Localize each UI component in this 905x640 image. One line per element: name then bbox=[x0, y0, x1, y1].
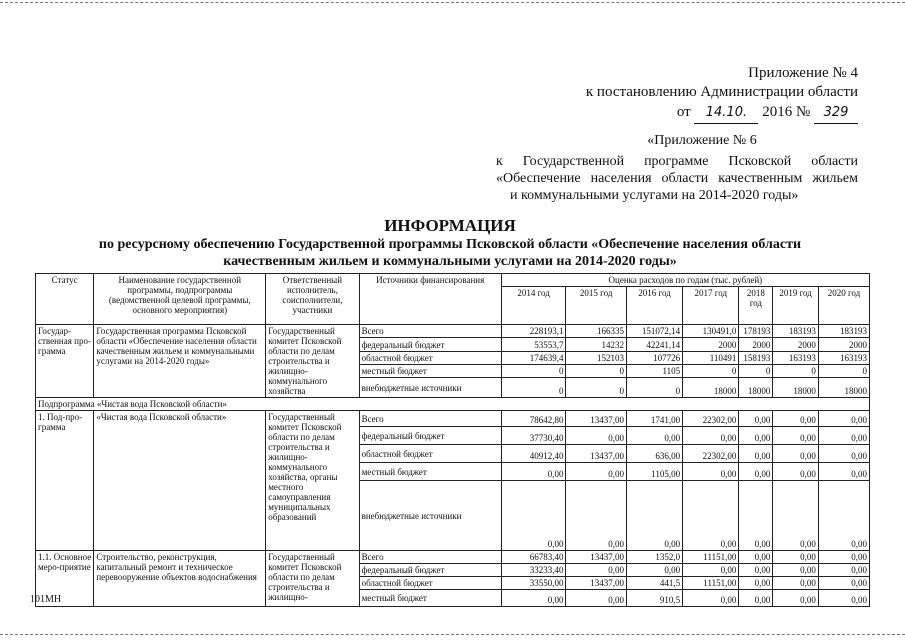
value-cell: 66783,40 bbox=[501, 551, 566, 564]
value-cell: 0,00 bbox=[773, 445, 819, 463]
value-cell: 110491 bbox=[683, 351, 739, 364]
appendix6-line2: к Государственной программе Псковской области bbox=[496, 154, 858, 169]
value-cell: 174639,4 bbox=[501, 351, 566, 364]
value-cell: 166335 bbox=[566, 325, 626, 338]
source-cell: федеральный бюджет bbox=[359, 338, 501, 351]
value-cell: 0,00 bbox=[818, 445, 869, 463]
value-cell: 53553,7 bbox=[501, 338, 566, 351]
name-cell: «Чистая вода Псковской области» bbox=[94, 411, 266, 551]
year-2018: 2018 год bbox=[739, 287, 773, 325]
name-cell: Государственная программа Псковской области «Обеспечение населения области качественным жильем и коммунальными услугами на 2014-2020 годы» bbox=[94, 325, 266, 398]
value-cell: 13437,00 bbox=[566, 577, 626, 590]
value-cell: 1741,00 bbox=[626, 411, 682, 427]
value-cell: 0,00 bbox=[773, 551, 819, 564]
value-cell: 2000 bbox=[773, 338, 819, 351]
header-row bbox=[36, 274, 870, 287]
value-cell: 0,00 bbox=[773, 411, 819, 427]
value-cell: 0,00 bbox=[739, 481, 773, 551]
name-cell: Строительство, реконструкция, капитальный ремонт и техническое перевооружение объектов водоснабжения bbox=[94, 551, 266, 607]
table-body bbox=[36, 274, 870, 607]
table-row bbox=[36, 325, 870, 338]
value-cell: 2000 bbox=[818, 338, 869, 351]
value-cell: 0,00 bbox=[818, 411, 869, 427]
section-label: Подпрограмма «Чистая вода Псковской области» bbox=[36, 398, 870, 411]
date-prefix: от bbox=[676, 104, 691, 120]
doc-subtitle bbox=[20, 236, 880, 270]
value-cell: 0,00 bbox=[818, 551, 869, 564]
header-status: Статус bbox=[36, 274, 94, 325]
decree-date-line bbox=[520, 102, 858, 124]
value-cell: 0,00 bbox=[566, 590, 626, 607]
value-cell: 2000 bbox=[739, 338, 773, 351]
source-cell: Всего bbox=[359, 411, 501, 427]
value-cell: 0 bbox=[566, 378, 626, 398]
source-cell: внебюджетные источники bbox=[359, 481, 501, 551]
value-cell: 163193 bbox=[773, 351, 819, 364]
appendix6-block bbox=[496, 132, 858, 204]
value-cell: 0,00 bbox=[773, 564, 819, 577]
table-row bbox=[36, 411, 870, 427]
scan-edge-top bbox=[0, 2, 905, 3]
value-cell: 78642,80 bbox=[501, 411, 566, 427]
value-cell: 0,00 bbox=[566, 481, 626, 551]
executor-cell: Государственный комитет Псковской области по делам строительства и жилищно- bbox=[266, 551, 359, 607]
value-cell: 152103 bbox=[566, 351, 626, 364]
value-cell: 13437,00 bbox=[566, 445, 626, 463]
source-cell: областной бюджет bbox=[359, 577, 501, 590]
value-cell: 228193,1 bbox=[501, 325, 566, 338]
value-cell: 0,00 bbox=[818, 427, 869, 445]
value-cell: 0,00 bbox=[739, 445, 773, 463]
value-cell: 0,00 bbox=[683, 564, 739, 577]
status-cell: Государ-ственная про-грамма bbox=[36, 325, 94, 398]
value-cell: 0,00 bbox=[683, 590, 739, 607]
value-cell: 183193 bbox=[773, 325, 819, 338]
value-cell: 1352,0 bbox=[626, 551, 682, 564]
value-cell: 0,00 bbox=[566, 564, 626, 577]
appendix6-line4: и коммунальными услугами на 2014-2020 годы» bbox=[510, 188, 799, 203]
value-cell: 0,00 bbox=[501, 590, 566, 607]
value-cell: 0,00 bbox=[818, 577, 869, 590]
value-cell: 0,00 bbox=[818, 463, 869, 481]
year-2015: 2015 год bbox=[566, 287, 626, 325]
value-cell: 0,00 bbox=[739, 577, 773, 590]
source-cell: внебюджетные источники bbox=[359, 378, 501, 398]
value-cell: 0,00 bbox=[739, 551, 773, 564]
value-cell: 0,00 bbox=[773, 577, 819, 590]
value-cell: 2000 bbox=[683, 338, 739, 351]
value-cell: 18000 bbox=[683, 378, 739, 398]
value-cell: 0 bbox=[683, 365, 739, 378]
value-cell: 130491,0 bbox=[683, 325, 739, 338]
value-cell: 14232 bbox=[566, 338, 626, 351]
source-cell: федеральный бюджет bbox=[359, 427, 501, 445]
year-number-label: 2016 № bbox=[762, 104, 811, 120]
value-cell: 0,00 bbox=[501, 481, 566, 551]
year-2014: 2014 год bbox=[501, 287, 566, 325]
value-cell: 18000 bbox=[818, 378, 869, 398]
year-2017: 2017 год bbox=[683, 287, 739, 325]
value-cell: 18000 bbox=[739, 378, 773, 398]
header-executor: Ответственный исполнитель, соисполнители, участники bbox=[266, 274, 359, 325]
value-cell: 1105 bbox=[626, 365, 682, 378]
executor-cell: Государственный комитет Псковской области по делам строительства и жилищно-коммунального хозяйства bbox=[266, 325, 359, 398]
value-cell: 163193 bbox=[818, 351, 869, 364]
appendix6-title: «Приложение № 6 bbox=[647, 133, 757, 148]
year-2020: 2020 год bbox=[818, 287, 869, 325]
year-2019: 2019 год bbox=[773, 287, 819, 325]
value-cell: 0,00 bbox=[683, 481, 739, 551]
value-cell: 910,5 bbox=[626, 590, 682, 607]
value-cell: 0,00 bbox=[683, 463, 739, 481]
value-cell: 0,00 bbox=[626, 564, 682, 577]
year-2016: 2016 год bbox=[626, 287, 682, 325]
value-cell: 107726 bbox=[626, 351, 682, 364]
value-cell: 0,00 bbox=[566, 463, 626, 481]
value-cell: 158193 bbox=[739, 351, 773, 364]
doc-title: ИНФОРМАЦИЯ bbox=[384, 216, 516, 235]
value-cell: 0 bbox=[626, 378, 682, 398]
value-cell: 0,00 bbox=[626, 481, 682, 551]
source-cell: федеральный бюджет bbox=[359, 564, 501, 577]
value-cell: 0,00 bbox=[818, 481, 869, 551]
table-row bbox=[36, 551, 870, 564]
header-sources: Источники финансирования bbox=[359, 274, 501, 325]
value-cell: 151072,14 bbox=[626, 325, 682, 338]
value-cell: 0,00 bbox=[566, 427, 626, 445]
source-cell: местный бюджет bbox=[359, 365, 501, 378]
value-cell: 0,00 bbox=[739, 564, 773, 577]
value-cell: 0,00 bbox=[739, 411, 773, 427]
value-cell: 22302,00 bbox=[683, 445, 739, 463]
value-cell: 13437,00 bbox=[566, 411, 626, 427]
value-cell: 33550,00 bbox=[501, 577, 566, 590]
value-cell: 0,00 bbox=[739, 590, 773, 607]
appendix-block bbox=[520, 64, 858, 124]
source-cell: Всего bbox=[359, 551, 501, 564]
value-cell: 0,00 bbox=[773, 463, 819, 481]
value-cell: 22302,00 bbox=[683, 411, 739, 427]
value-cell: 42241,14 bbox=[626, 338, 682, 351]
value-cell: 37730,40 bbox=[501, 427, 566, 445]
decree-line: к постановлению Администрации области bbox=[585, 84, 858, 100]
value-cell: 0 bbox=[501, 378, 566, 398]
header-costs: Оценка расходов по годам (тыс. рублей) bbox=[501, 274, 869, 287]
value-cell: 0 bbox=[739, 365, 773, 378]
source-cell: Всего bbox=[359, 325, 501, 338]
executor-cell: Государственный комитет Псковской области по делам строительства и жилищно-коммунального хозяйства, органы местного самоуправления муниципальных образований bbox=[266, 411, 359, 551]
handwritten-date: 14.10. bbox=[694, 102, 758, 124]
value-cell: 18000 bbox=[773, 378, 819, 398]
value-cell: 1105,00 bbox=[626, 463, 682, 481]
value-cell: 13437,00 bbox=[566, 551, 626, 564]
resource-table bbox=[35, 273, 870, 607]
value-cell: 0,00 bbox=[773, 481, 819, 551]
value-cell: 183193 bbox=[818, 325, 869, 338]
value-cell: 0,00 bbox=[773, 427, 819, 445]
value-cell: 0,00 bbox=[626, 427, 682, 445]
value-cell: 0,00 bbox=[818, 564, 869, 577]
value-cell: 33233,40 bbox=[501, 564, 566, 577]
subtitle-line2: качественным жильем и коммунальными услугами на 2014-2020 годы» bbox=[223, 254, 677, 269]
value-cell: 0 bbox=[773, 365, 819, 378]
header-name: Наименование государственной программы, подпрограммы (ведомственной целевой программы, основного мероприятия) bbox=[94, 274, 266, 325]
value-cell: 0,00 bbox=[739, 427, 773, 445]
value-cell: 11151,00 bbox=[683, 577, 739, 590]
source-cell: областной бюджет bbox=[359, 351, 501, 364]
value-cell: 0,00 bbox=[739, 463, 773, 481]
value-cell: 178193 bbox=[739, 325, 773, 338]
value-cell: 0 bbox=[566, 365, 626, 378]
appendix6-line3: «Обеспечение населения области качественным жильем bbox=[496, 171, 858, 186]
value-cell: 11151,00 bbox=[683, 551, 739, 564]
status-cell: 1. Под-про-грамма bbox=[36, 411, 94, 551]
value-cell: 40912,40 bbox=[501, 445, 566, 463]
source-cell: местный бюджет bbox=[359, 590, 501, 607]
value-cell: 0,00 bbox=[773, 590, 819, 607]
value-cell: 0,00 bbox=[501, 463, 566, 481]
value-cell: 441,5 bbox=[626, 577, 682, 590]
scan-edge-bottom bbox=[0, 634, 905, 635]
document-code: 101МН bbox=[30, 594, 62, 605]
subtitle-line1: по ресурсному обеспечению Государственной программы Псковской области «Обеспечение населения области bbox=[98, 237, 802, 252]
value-cell: 0 bbox=[501, 365, 566, 378]
value-cell: 0 bbox=[818, 365, 869, 378]
handwritten-number: 329 bbox=[814, 102, 858, 124]
value-cell: 636,00 bbox=[626, 445, 682, 463]
status-cell: 1.1. Основное меро-приятие bbox=[36, 551, 94, 607]
source-cell: местный бюджет bbox=[359, 463, 501, 481]
value-cell: 0,00 bbox=[683, 427, 739, 445]
section-row bbox=[36, 398, 870, 411]
value-cell: 0,00 bbox=[818, 590, 869, 607]
appendix-number: Приложение № 4 bbox=[748, 65, 858, 81]
source-cell: областной бюджет bbox=[359, 445, 501, 463]
